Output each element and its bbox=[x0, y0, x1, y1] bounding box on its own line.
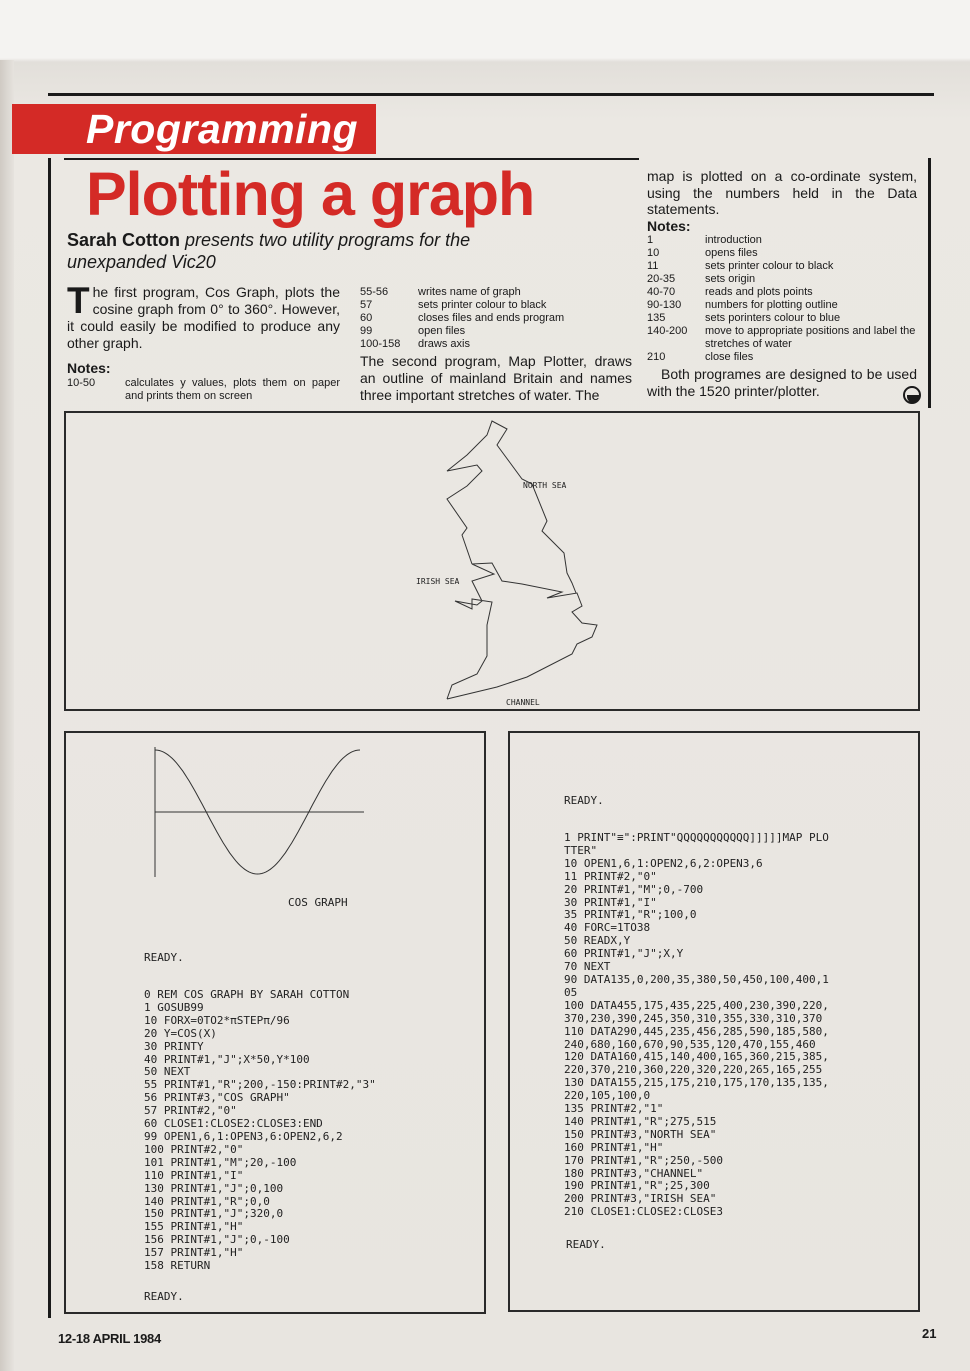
section-banner: Programming bbox=[12, 104, 376, 154]
graph-caption: COS GRAPH bbox=[288, 896, 348, 909]
britain-outline bbox=[447, 563, 597, 699]
column-2 bbox=[360, 286, 632, 404]
note-row bbox=[647, 234, 917, 247]
end-of-article-icon bbox=[903, 386, 921, 404]
north-sea-label: NORTH SEA bbox=[523, 481, 567, 490]
note-text: sets origin bbox=[705, 272, 756, 285]
note-row bbox=[360, 338, 632, 351]
note-lines: 99 bbox=[360, 325, 373, 337]
note-lines: 10-50 bbox=[67, 377, 96, 389]
note-lines: 11 bbox=[647, 259, 659, 272]
note-text: writes name of graph bbox=[418, 286, 521, 298]
note-text: draws axis bbox=[418, 338, 470, 350]
note-row bbox=[647, 299, 917, 312]
ready-prompt: READY. bbox=[566, 1238, 606, 1251]
note-text: close files bbox=[705, 350, 754, 363]
article-headline: Plotting a graph bbox=[86, 160, 535, 228]
note-text: move to appropriate positions and label the stretches of water bbox=[705, 324, 916, 350]
britain-outline-north bbox=[447, 421, 576, 593]
ready-prompt: READY. bbox=[144, 1290, 184, 1303]
note-text: calculates y values, plots them on paper and prints them on screen bbox=[125, 377, 340, 402]
cos-graph-code: 0 REM COS GRAPH BY SARAH COTTON 1 GOSUB99 10 FORX=0TO2*πSTEPπ/96 20 Y=COS(X) 30 PRINTY 40 PRINT#1,"J";X*50,Y*100 50 NEXT 55 PRINT#1,"R";200,-150:PRINT#2,"3" 56 PRINT#3,"COS GRAPH" 57 PRINT#2,"0" 60 CLOSE1:CLOSE2:CLOSE3:END 99 OPEN1,6,1:OPEN3,6:OPEN2,6,2 100 PRINT#2,"0" 101 PRINT#1,"M";20,-100 110 PRINT#1,"I" 130 PRINT#1,"J";0,100 140 PRINT#1,"R";0,0 150 PRINT#1,"J";320,0 155 PRINT#1,"H" 156 PRINT#1,"J";0,-100 157 PRINT#1,"H" 158 RETURN bbox=[144, 988, 376, 1273]
note-text: closes files and ends program bbox=[418, 312, 565, 324]
note-text: introduction bbox=[705, 233, 762, 246]
channel-label: CHANNEL bbox=[506, 698, 540, 707]
cos-graph-listing-box bbox=[64, 731, 486, 1314]
note-text: sets porinters colour to blue bbox=[705, 311, 841, 324]
intro-paragraph: he first program, Cos Graph, plots the cosine graph from 0° to 360°. However, it could easily be modified to produce any other graph. bbox=[67, 284, 340, 351]
ready-prompt: READY. bbox=[564, 794, 604, 807]
note-lines: 140-200 bbox=[647, 324, 688, 337]
note-row bbox=[360, 286, 632, 299]
notes-heading: Notes: bbox=[647, 217, 691, 234]
note-text: open files bbox=[418, 325, 466, 337]
drop-cap: T bbox=[67, 280, 90, 321]
note-row bbox=[360, 312, 632, 325]
map-plotter-code: 1 PRINT"≡":PRINT"QQQQQQQQQQQ]]]]]MAP PLO TTER" 10 OPEN1,6,1:OPEN2,6,2:OPEN3,6 11 PRINT#2,"0" 20 PRINT#1,"M";0,-700 30 PRINT#1,"I" 35 PRINT#1,"R";100,0 40 FORC=1TO38 50 READX,Y 60 PRINT#1,"J";X,Y 70 NEXT 90 DATA135,0,200,35,380,50,450,100,400,1 05 100 DATA455,175,435,225,400,230,390,220, 370,230,390,245,350,310,355,330,310,370 110 DATA290,445,235,456,285,590,185,580, 240,680,160,670,90,535,120,470,155,460 120 DATA160,415,140,400,165,360,215,385, 220,370,210,360,220,320,220,265,165,255 130 DATA155,215,175,210,175,170,135,135, 220,105,100,0 135 PRINT#2,"1" 140 PRINT#1,"R";275,515 150 PRINT#3,"NORTH SEA" 160 PRINT#1,"H" 170 PRINT#1,"R";250,-500 180 PRINT#3,"CHANNEL" 190 PRINT#1,"R";25,300 200 PRINT#3,"IRISH SEA" 210 CLOSE1:CLOSE2:CLOSE3 bbox=[564, 831, 829, 1219]
author-name: Sarah Cotton bbox=[67, 230, 181, 250]
standfirst bbox=[67, 229, 497, 273]
note-row bbox=[647, 312, 917, 325]
note-lines: 210 bbox=[647, 350, 666, 363]
note-lines: 57 bbox=[360, 299, 373, 311]
note-lines: 10 bbox=[647, 246, 660, 259]
standfirst-text: presents two utility programs for the unexpanded Vic20 bbox=[67, 230, 471, 272]
note-text: numbers for plotting outline bbox=[705, 298, 838, 311]
note-lines: 90-130 bbox=[647, 298, 682, 311]
irish-sea-label: IRISH SEA bbox=[416, 577, 460, 586]
notes-heading: Notes: bbox=[67, 360, 111, 376]
issue-date: 12-18 APRIL 1984 bbox=[58, 1331, 161, 1346]
britain-outline-map bbox=[66, 413, 918, 709]
note-text: reads and plots points bbox=[705, 285, 813, 298]
right-rule bbox=[928, 158, 931, 408]
note-text: sets printer colour to black bbox=[418, 299, 547, 311]
note-lines: 20-35 bbox=[647, 272, 676, 285]
map-plotter-paragraph: The second program, Map Plotter, draws an outline of mainland Britain and names three important stretches of water. The bbox=[360, 353, 632, 403]
note-text: sets printer colour to black bbox=[705, 259, 834, 272]
column-1 bbox=[67, 280, 340, 403]
cos-graph-plot bbox=[152, 745, 372, 885]
page-number: 21 bbox=[922, 1326, 937, 1341]
top-rule bbox=[48, 93, 934, 96]
note-lines: 135 bbox=[647, 311, 666, 324]
note-row bbox=[647, 247, 917, 260]
page-gutter-shadow bbox=[0, 60, 14, 1371]
note-row bbox=[647, 325, 917, 351]
closing-paragraph: Both programes are designed to be used with the 1520 printer/plotter. bbox=[647, 365, 917, 399]
note-row bbox=[647, 286, 917, 299]
left-rule bbox=[48, 158, 51, 1318]
note-row bbox=[360, 299, 632, 312]
note-row bbox=[360, 325, 632, 338]
map-plotter-listing-box bbox=[508, 731, 920, 1312]
continued-paragraph: map is plotted on a co-ordinate system, using the numbers held in the Data statements. bbox=[647, 168, 917, 217]
note-text: opens files bbox=[705, 246, 758, 259]
note-lines: 55-56 bbox=[360, 286, 389, 298]
map-plot-figure bbox=[64, 411, 920, 711]
column-3 bbox=[647, 168, 917, 400]
note-row bbox=[67, 377, 340, 403]
note-lines: 100-158 bbox=[360, 338, 401, 350]
note-row bbox=[647, 260, 917, 273]
note-row bbox=[647, 351, 917, 364]
note-row bbox=[647, 273, 917, 286]
note-lines: 1 bbox=[647, 233, 654, 246]
note-lines: 60 bbox=[360, 312, 373, 324]
note-lines: 40-70 bbox=[647, 285, 676, 298]
ready-prompt: READY. bbox=[144, 951, 184, 964]
